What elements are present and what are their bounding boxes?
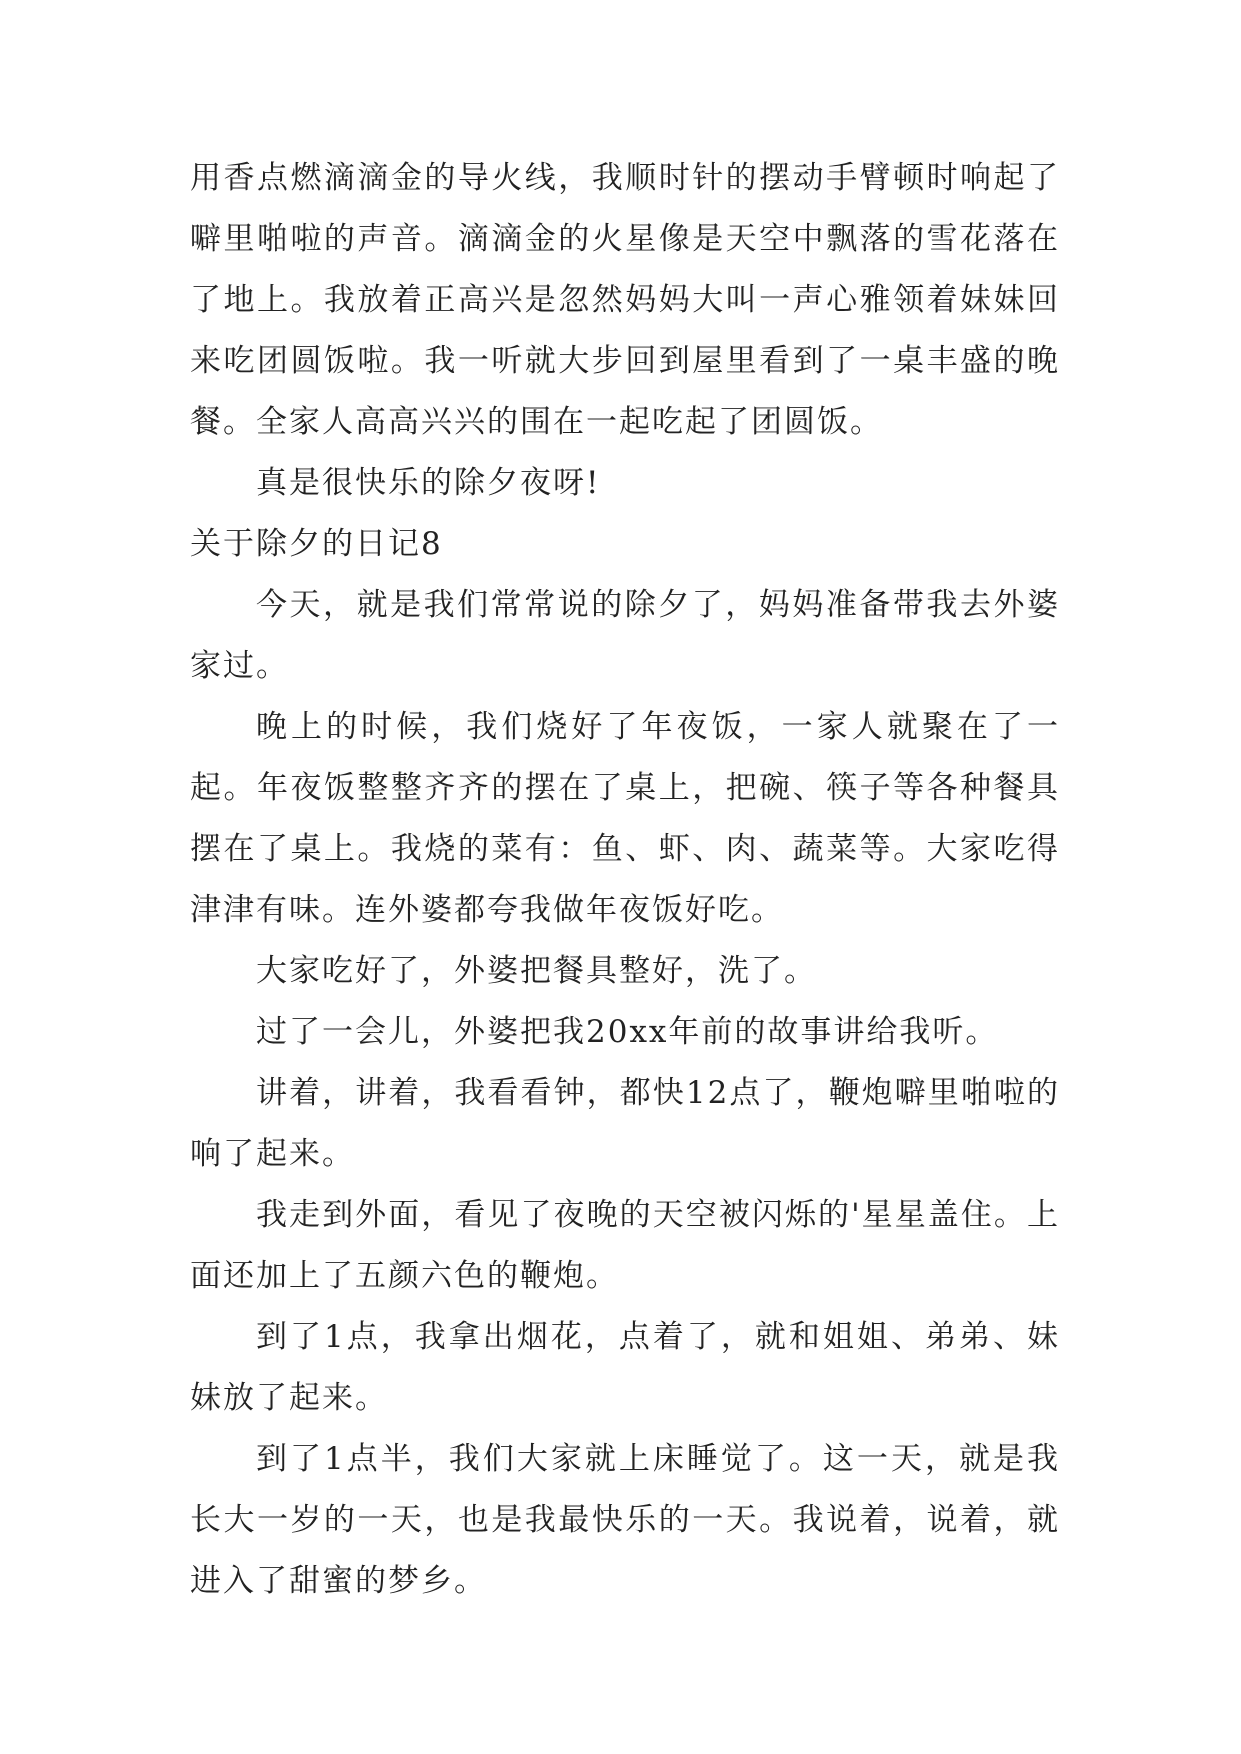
paragraph: 到了1点半，我们大家就上床睡觉了。这一天，就是我长大一岁的一天，也是我最快乐的一天。我说着，说着，就进入了甜蜜的梦乡。: [190, 1441, 1060, 1599]
section-heading: 关于除夕的日记8: [190, 526, 443, 562]
paragraph: 过了一会儿，外婆把我20xx年前的故事讲给我听。: [256, 1014, 999, 1050]
paragraph: 我走到外面，看见了夜晚的天空被闪烁的'星星盖住。上面还加上了五颜六色的鞭炮。: [190, 1197, 1060, 1294]
paragraph: 讲着，讲着，我看看钟，都快12点了，鞭炮噼里啪啦的响了起来。: [190, 1075, 1060, 1172]
paragraph: 今天，就是我们常常说的除夕了，妈妈准备带我去外婆家过。: [190, 587, 1060, 684]
paragraph: 晚上的时候，我们烧好了年夜饭，一家人就聚在了一起。年夜饭整整齐齐的摆在了桌上，把碗、筷子等各种餐具摆在了桌上。我烧的菜有：鱼、虾、肉、蔬菜等。大家吃得津津有味。连外婆都夸我做年夜饭好吃。: [190, 709, 1060, 928]
paragraph: 大家吃好了，外婆把餐具整好，洗了。: [256, 953, 817, 989]
document-body: [190, 148, 1060, 1612]
paragraph: 真是很快乐的除夕夜呀!: [256, 465, 601, 501]
paragraph: 用香点燃滴滴金的导火线，我顺时针的摆动手臂顿时响起了噼里啪啦的声音。滴滴金的火星像是天空中飘落的雪花落在了地上。我放着正高兴是忽然妈妈大叫一声心雅领着妹妹回来吃团圆饭啦。我一听就大步回到屋里看到了一桌丰盛的晚餐。全家人高高兴兴的围在一起吃起了团圆饭。: [190, 160, 1060, 440]
paragraph: 到了1点，我拿出烟花，点着了，就和姐姐、弟弟、妹妹放了起来。: [190, 1319, 1060, 1416]
